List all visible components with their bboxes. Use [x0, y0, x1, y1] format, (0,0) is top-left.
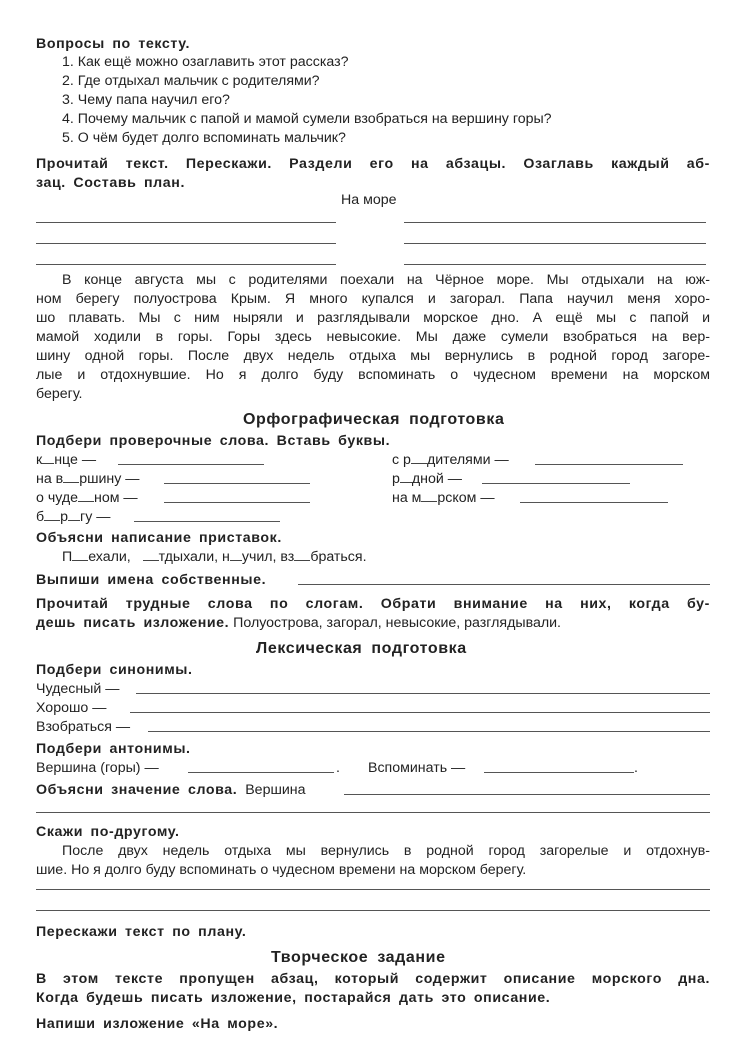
ortho-word-7: на м рском —	[392, 490, 495, 506]
ortho-answer-line-1[interactable]	[118, 464, 264, 465]
question-2: 2. Где отдыхал мальчик с родителями?	[62, 73, 320, 89]
antonym-answer-line-1[interactable]	[188, 772, 334, 773]
ortho-word-5: с р дителями —	[392, 452, 509, 468]
read-task-line1: Прочитай текст. Перескажи. Раздели его на абзацы. Озаглавь каждый аб-	[36, 156, 710, 172]
prefix-words: П ехали, тдыхали, н учил, вз браться.	[62, 549, 367, 565]
read-task-line2: зац. Составь план.	[36, 175, 185, 191]
hard-words-line1: Прочитай трудные слова по слогам. Обрати внимание на них, когда бу-	[36, 596, 710, 612]
antonyms-task: Подбери антонимы.	[36, 741, 191, 757]
creative-heading: Творческое задание	[271, 949, 446, 966]
letter-blank[interactable]	[72, 550, 88, 561]
letter-blank[interactable]	[421, 491, 437, 502]
antonym-1: Вершина (горы) —	[36, 760, 159, 776]
story-line-3: шо плавать. Мы с ним ныряли и разглядывали морское дно. А ещё мы с папой и	[36, 310, 710, 326]
synonym-1: Чудесный —	[36, 681, 120, 697]
explain-word-row: Объясни значение слова. Вершина	[36, 782, 306, 798]
letter-blank[interactable]	[78, 491, 94, 502]
antonym-1-dot: .	[336, 760, 340, 776]
say-differently-line1: После двух недель отдыха мы вернулись в родной город загорелые и отдохнув-	[62, 843, 710, 859]
letter-blank[interactable]	[294, 550, 310, 561]
plan-line-left-1[interactable]	[36, 222, 336, 223]
question-5: 5. О чём будет долго вспоминать мальчик?	[62, 130, 346, 146]
plan-line-left-2[interactable]	[36, 243, 336, 244]
say-differently-line2: шие. Но я долго буду вспоминать о чудесном времени на морском берегу.	[36, 862, 527, 878]
lex-heading: Лексическая подготовка	[256, 640, 467, 657]
ortho-answer-line-2[interactable]	[164, 483, 310, 484]
plan-line-right-1[interactable]	[404, 222, 706, 223]
question-4: 4. Почему мальчик с папой и мамой сумели взобраться на вершину горы?	[62, 111, 552, 127]
synonym-3: Взобраться —	[36, 719, 131, 735]
ortho-answer-line-5[interactable]	[535, 464, 683, 465]
retell-task: Перескажи текст по плану.	[36, 924, 247, 940]
story-title: На море	[341, 192, 397, 208]
rewrite-line-2[interactable]	[36, 910, 710, 911]
letter-blank[interactable]	[143, 550, 159, 561]
letter-blank[interactable]	[63, 472, 79, 483]
prefix-task: Объясни написание приставок.	[36, 530, 282, 546]
story-line-2: ном берегу полуострова Крым. Я много купался и загорал. Папа научил меня хоро-	[36, 291, 710, 307]
letter-blank[interactable]	[42, 453, 54, 464]
ortho-answer-line-7[interactable]	[520, 502, 668, 503]
synonym-2: Хорошо —	[36, 700, 107, 716]
ortho-word-1: к нце —	[36, 452, 97, 468]
plan-line-right-3[interactable]	[404, 264, 706, 265]
say-differently-task: Скажи по-другому.	[36, 824, 180, 840]
question-1: 1. Как ещё можно озаглавить этот рассказ?	[62, 54, 349, 70]
synonym-answer-line-3[interactable]	[148, 731, 710, 732]
ortho-task: Подбери проверочные слова. Вставь буквы.	[36, 433, 391, 449]
ortho-word-6: р дной —	[392, 471, 462, 487]
story-line-6: лые и отдохнувшие. Но я долго буду вспоминать о чудесном времени на морском	[36, 367, 710, 383]
creative-line1: В этом тексте пропущен абзац, который содержит описание морского дна.	[36, 971, 710, 987]
ortho-word-2: на в ршину —	[36, 471, 140, 487]
letter-blank[interactable]	[68, 510, 80, 521]
ortho-heading: Орфографическая подготовка	[243, 411, 505, 428]
question-3: 3. Чему папа научил его?	[62, 92, 230, 108]
ortho-word-4: б р гу —	[36, 509, 111, 525]
letter-blank[interactable]	[230, 550, 242, 561]
plan-line-left-3[interactable]	[36, 264, 336, 265]
ortho-answer-line-3[interactable]	[164, 502, 310, 503]
creative-line2: Когда будешь писать изложение, постарайся дать это описание.	[36, 990, 551, 1006]
letter-blank[interactable]	[44, 510, 60, 521]
letter-blank[interactable]	[411, 453, 427, 464]
antonym-2-dot: .	[634, 760, 638, 776]
proper-names-task: Выпиши имена собственные.	[36, 572, 267, 588]
synonyms-task: Подбери синонимы.	[36, 662, 193, 678]
ortho-word-3: о чуде ном —	[36, 490, 138, 506]
letter-blank[interactable]	[400, 472, 412, 483]
story-line-5: шину одной горы. После двух недель отдыха мы вернулись в родной город загоре-	[36, 348, 710, 364]
antonym-answer-line-2[interactable]	[484, 772, 634, 773]
antonym-2: Вспоминать —	[368, 760, 466, 776]
plan-line-right-2[interactable]	[404, 243, 706, 244]
story-line-4: мамой ходили в горы. Горы здесь невысокие. Мы даже сумели взобраться на вер-	[36, 329, 710, 345]
synonym-answer-line-2[interactable]	[130, 712, 710, 713]
proper-names-answer-line[interactable]	[298, 584, 710, 585]
rewrite-line-1[interactable]	[36, 889, 710, 890]
explain-answer-line-1[interactable]	[344, 794, 710, 795]
final-task: Напиши изложение «На море».	[36, 1016, 279, 1032]
hard-words-line2: дешь писать изложение. Полуострова, загорал, невысокие, разглядывали.	[36, 615, 562, 631]
synonym-answer-line-1[interactable]	[136, 693, 710, 694]
story-line-1: В конце августа мы с родителями поехали на Чёрное море. Мы отдыхали на юж-	[62, 272, 710, 288]
story-line-7: берегу.	[36, 386, 83, 402]
questions-heading: Вопросы по тексту.	[36, 36, 191, 52]
ortho-answer-line-6[interactable]	[482, 483, 630, 484]
explain-answer-line-2[interactable]	[36, 812, 710, 813]
ortho-answer-line-4[interactable]	[134, 521, 280, 522]
